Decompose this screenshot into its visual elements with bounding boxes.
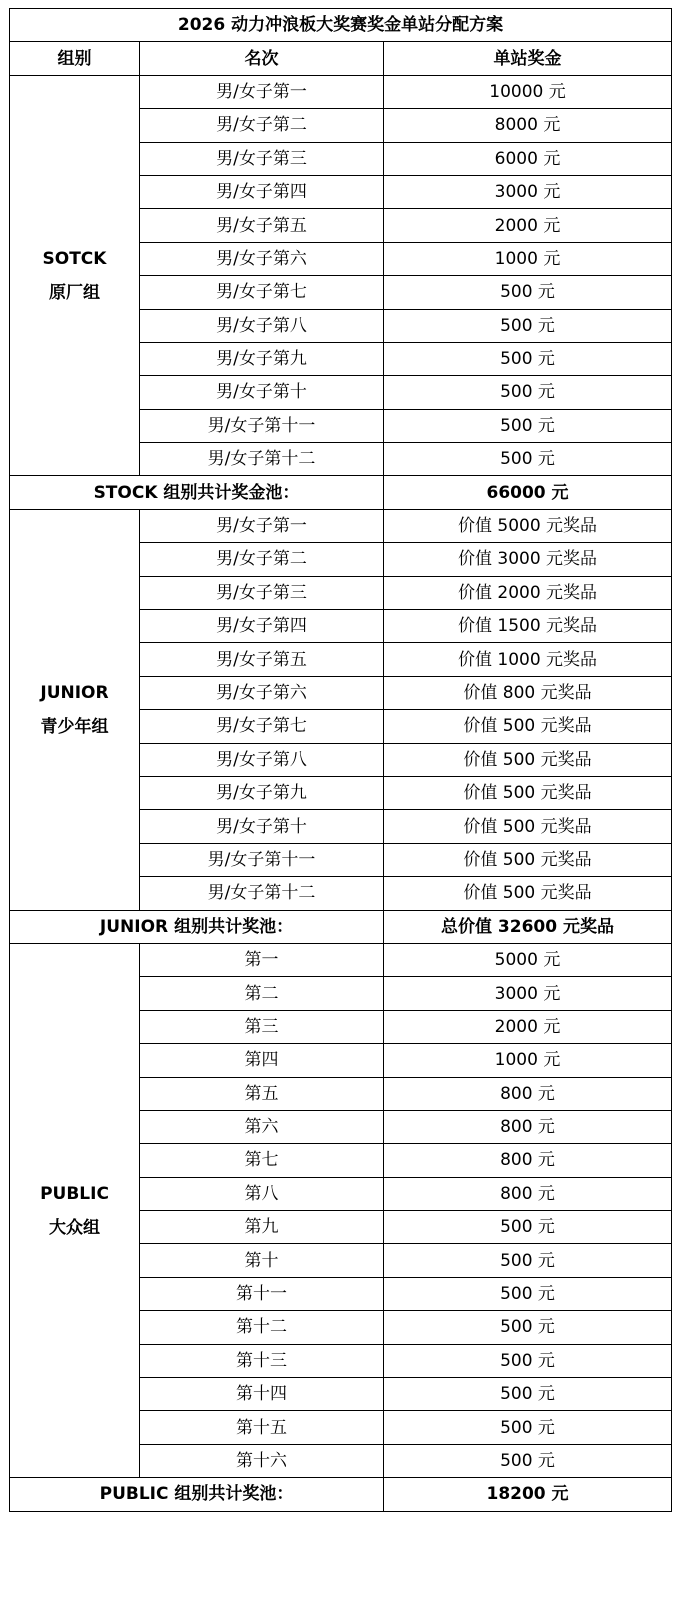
rank-cell: 第二 bbox=[140, 977, 384, 1010]
prize-cell: 800 元 bbox=[384, 1110, 672, 1143]
prize-cell: 价值 1000 元奖品 bbox=[384, 643, 672, 676]
rank-column-header: 名次 bbox=[140, 42, 384, 75]
prize-cell: 5000 元 bbox=[384, 943, 672, 976]
rank-cell: 第六 bbox=[140, 1110, 384, 1143]
prize-cell: 500 元 bbox=[384, 1244, 672, 1277]
group-name-cn: 大众组 bbox=[49, 1217, 100, 1238]
rank-cell: 第十五 bbox=[140, 1411, 384, 1444]
rank-cell: 男/女子第三 bbox=[140, 576, 384, 609]
prize-cell: 500 元 bbox=[384, 1311, 672, 1344]
group-name-en: PUBLIC bbox=[40, 1183, 109, 1204]
group-total-value: 18200 元 bbox=[384, 1478, 672, 1511]
prize-cell: 价值 3000 元奖品 bbox=[384, 543, 672, 576]
prize-cell: 500 元 bbox=[384, 1444, 672, 1477]
prize-cell: 500 元 bbox=[384, 376, 672, 409]
rank-cell: 男/女子第十 bbox=[140, 810, 384, 843]
prize-cell: 500 元 bbox=[384, 443, 672, 476]
table-body bbox=[10, 75, 672, 1511]
prize-cell: 价值 500 元奖品 bbox=[384, 743, 672, 776]
prize-cell: 3000 元 bbox=[384, 977, 672, 1010]
prize-cell: 价值 5000 元奖品 bbox=[384, 509, 672, 542]
table-row bbox=[10, 943, 672, 976]
rank-cell: 第十一 bbox=[140, 1277, 384, 1310]
prize-cell: 6000 元 bbox=[384, 142, 672, 175]
rank-cell: 男/女子第十二 bbox=[140, 877, 384, 910]
rank-cell: 男/女子第五 bbox=[140, 643, 384, 676]
rank-cell: 男/女子第九 bbox=[140, 342, 384, 375]
group-name-cn: 原厂组 bbox=[49, 282, 100, 303]
group-name-cell bbox=[10, 943, 140, 1477]
prize-cell: 800 元 bbox=[384, 1077, 672, 1110]
prize-cell: 500 元 bbox=[384, 1378, 672, 1411]
rank-cell: 男/女子第二 bbox=[140, 543, 384, 576]
group-total-value: 66000 元 bbox=[384, 476, 672, 509]
group-total-label: JUNIOR 组别共计奖池： bbox=[10, 910, 384, 943]
rank-cell: 男/女子第七 bbox=[140, 276, 384, 309]
rank-cell: 男/女子第一 bbox=[140, 509, 384, 542]
rank-cell: 男/女子第四 bbox=[140, 175, 384, 208]
rank-cell: 第十三 bbox=[140, 1344, 384, 1377]
rank-cell: 第九 bbox=[140, 1211, 384, 1244]
group-column-header: 组别 bbox=[10, 42, 140, 75]
prize-cell: 价值 500 元奖品 bbox=[384, 810, 672, 843]
group-name-en: JUNIOR bbox=[40, 682, 109, 703]
prize-cell: 500 元 bbox=[384, 1411, 672, 1444]
rank-cell: 第五 bbox=[140, 1077, 384, 1110]
table-row bbox=[10, 75, 672, 108]
rank-cell: 男/女子第三 bbox=[140, 142, 384, 175]
rank-cell: 第三 bbox=[140, 1010, 384, 1043]
rank-cell: 男/女子第十二 bbox=[140, 443, 384, 476]
group-total-row bbox=[10, 1478, 672, 1511]
group-name-cell bbox=[10, 509, 140, 910]
prize-cell: 500 元 bbox=[384, 276, 672, 309]
prize-cell: 价值 500 元奖品 bbox=[384, 843, 672, 876]
prize-cell: 800 元 bbox=[384, 1144, 672, 1177]
rank-cell: 第十 bbox=[140, 1244, 384, 1277]
prize-cell: 价值 800 元奖品 bbox=[384, 676, 672, 709]
rank-cell: 男/女子第六 bbox=[140, 242, 384, 275]
prize-cell: 1000 元 bbox=[384, 242, 672, 275]
prize-cell: 500 元 bbox=[384, 342, 672, 375]
rank-cell: 第七 bbox=[140, 1144, 384, 1177]
prize-cell: 价值 500 元奖品 bbox=[384, 877, 672, 910]
group-total-row bbox=[10, 910, 672, 943]
group-name-cell bbox=[10, 75, 140, 476]
table-row bbox=[10, 509, 672, 542]
rank-cell: 男/女子第一 bbox=[140, 75, 384, 108]
prize-cell: 1000 元 bbox=[384, 1044, 672, 1077]
rank-cell: 男/女子第十 bbox=[140, 376, 384, 409]
rank-cell: 第十四 bbox=[140, 1378, 384, 1411]
group-total-label: PUBLIC 组别共计奖池： bbox=[10, 1478, 384, 1511]
prize-cell: 价值 1500 元奖品 bbox=[384, 610, 672, 643]
prize-cell: 500 元 bbox=[384, 309, 672, 342]
prize-cell: 500 元 bbox=[384, 1344, 672, 1377]
group-total-label: STOCK 组别共计奖金池： bbox=[10, 476, 384, 509]
prize-cell: 3000 元 bbox=[384, 175, 672, 208]
rank-cell: 第一 bbox=[140, 943, 384, 976]
prize-cell: 500 元 bbox=[384, 409, 672, 442]
rank-cell: 第八 bbox=[140, 1177, 384, 1210]
prize-cell: 8000 元 bbox=[384, 109, 672, 142]
rank-cell: 男/女子第七 bbox=[140, 710, 384, 743]
prize-cell: 500 元 bbox=[384, 1211, 672, 1244]
group-total-row bbox=[10, 476, 672, 509]
prize-cell: 10000 元 bbox=[384, 75, 672, 108]
group-name-cn: 青少年组 bbox=[40, 716, 109, 737]
table-title: 2026 动力冲浪板大奖赛奖金单站分配方案 bbox=[10, 9, 672, 42]
rank-cell: 男/女子第八 bbox=[140, 743, 384, 776]
prize-cell: 价值 2000 元奖品 bbox=[384, 576, 672, 609]
prize-cell: 2000 元 bbox=[384, 209, 672, 242]
rank-cell: 男/女子第八 bbox=[140, 309, 384, 342]
rank-cell: 男/女子第二 bbox=[140, 109, 384, 142]
prize-cell: 2000 元 bbox=[384, 1010, 672, 1043]
group-name-en: SOTCK bbox=[42, 248, 107, 269]
rank-cell: 男/女子第十一 bbox=[140, 409, 384, 442]
rank-cell: 第十六 bbox=[140, 1444, 384, 1477]
prize-distribution-table bbox=[9, 8, 672, 1512]
rank-cell: 第十二 bbox=[140, 1311, 384, 1344]
title-row bbox=[10, 9, 672, 42]
prize-column-header: 单站奖金 bbox=[384, 42, 672, 75]
rank-cell: 男/女子第五 bbox=[140, 209, 384, 242]
prize-cell: 800 元 bbox=[384, 1177, 672, 1210]
prize-cell: 价值 500 元奖品 bbox=[384, 776, 672, 809]
group-total-value: 总价值 32600 元奖品 bbox=[384, 910, 672, 943]
rank-cell: 男/女子第六 bbox=[140, 676, 384, 709]
rank-cell: 男/女子第十一 bbox=[140, 843, 384, 876]
rank-cell: 男/女子第四 bbox=[140, 610, 384, 643]
rank-cell: 第四 bbox=[140, 1044, 384, 1077]
rank-cell: 男/女子第九 bbox=[140, 776, 384, 809]
header-row bbox=[10, 42, 672, 75]
prize-cell: 500 元 bbox=[384, 1277, 672, 1310]
prize-cell: 价值 500 元奖品 bbox=[384, 710, 672, 743]
